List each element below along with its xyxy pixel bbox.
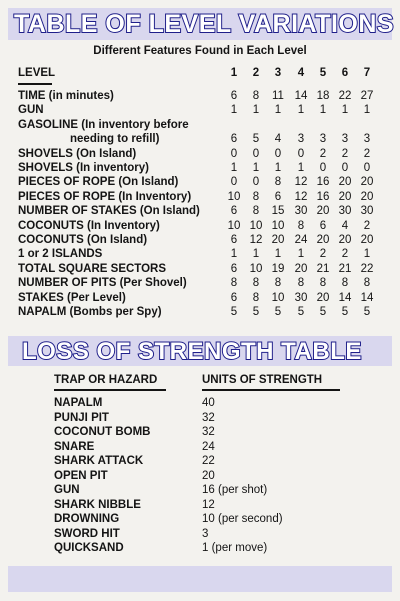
row-value: 20 <box>316 291 330 304</box>
level-table-row <box>0 263 400 277</box>
row-value: 20 <box>338 190 352 203</box>
row-label: PIECES OF ROPE (On Island) <box>18 176 179 189</box>
row-value: 21 <box>338 262 352 275</box>
row-value: 1 <box>363 104 371 117</box>
row-value: 5 <box>319 306 327 318</box>
row-value: 0 <box>252 147 260 160</box>
row-value: 30 <box>360 205 374 218</box>
row-value: 20 <box>360 234 374 246</box>
row-value: 3 <box>363 133 371 146</box>
strength-table-row <box>0 426 400 440</box>
strength-table-row <box>0 542 400 556</box>
strength-units: 32 <box>202 411 215 424</box>
row-value: 10 <box>227 190 241 203</box>
row-value: 19 <box>271 262 285 275</box>
level-table-row <box>0 191 400 205</box>
row-value: 3 <box>319 133 327 146</box>
strength-table-row <box>0 441 400 455</box>
row-label: needing to refill) <box>70 133 160 146</box>
row-value: 1 <box>252 248 260 261</box>
row-value: 21 <box>316 262 330 275</box>
row-value: 1 <box>319 104 327 117</box>
row-value: 1 <box>274 162 282 174</box>
row-value: 8 <box>319 277 327 290</box>
hazard-name: OPEN PIT <box>54 469 108 482</box>
level-table-title: TABLE OF LEVEL VARIATIONS <box>14 10 395 38</box>
hazard-name: SHARK NIBBLE <box>54 498 141 511</box>
row-value: 4 <box>341 219 349 232</box>
row-value: 8 <box>274 277 282 290</box>
row-value: 14 <box>338 291 352 304</box>
hazard-header-underline <box>54 389 166 391</box>
row-value: 0 <box>319 162 327 174</box>
row-value: 5 <box>341 306 349 318</box>
row-value: 12 <box>294 190 308 203</box>
row-label: NAPALM (Bombs per Spy) <box>18 306 162 318</box>
row-value: 20 <box>316 205 330 218</box>
level-number-header: 7 <box>363 67 371 79</box>
row-value: 1 <box>252 162 260 174</box>
strength-units: 12 <box>202 498 215 511</box>
strength-table-row <box>0 455 400 469</box>
row-value: 1 <box>341 104 349 117</box>
row-value: 2 <box>319 147 327 160</box>
row-value: 10 <box>249 262 263 275</box>
strength-table-row <box>0 397 400 411</box>
row-value: 10 <box>227 219 241 232</box>
strength-units: 24 <box>202 440 215 453</box>
row-value: 12 <box>294 176 308 189</box>
row-label: SHOVELS (On Island) <box>18 147 137 160</box>
hazard-name: NAPALM <box>54 397 103 409</box>
row-value: 22 <box>338 90 352 102</box>
strength-table-row <box>0 513 400 527</box>
row-value: 20 <box>294 262 308 275</box>
hazard-name: QUICKSAND <box>54 542 124 554</box>
row-value: 8 <box>252 291 260 304</box>
row-value: 11 <box>272 90 284 102</box>
row-value: 6 <box>230 234 238 246</box>
row-value: 8 <box>363 277 371 290</box>
level-number-header: 4 <box>297 67 305 79</box>
row-value: 2 <box>341 147 349 160</box>
row-value: 2 <box>319 248 327 261</box>
row-label: GASOLINE (In inventory before <box>18 118 189 131</box>
row-value: 8 <box>274 176 282 189</box>
row-label: STAKES (Per Level) <box>18 291 126 304</box>
row-label: TOTAL SQUARE SECTORS <box>18 262 167 275</box>
row-label: GUN <box>18 104 44 117</box>
units-column-header: UNITS OF STRENGTH <box>202 374 323 386</box>
level-table-row <box>0 148 400 162</box>
footer-banner <box>8 566 392 592</box>
row-value: 10 <box>271 291 285 304</box>
row-value: 22 <box>360 262 374 275</box>
row-value: 6 <box>230 205 238 218</box>
row-value: 20 <box>271 234 285 246</box>
hazard-column-header: TRAP OR HAZARD <box>54 374 158 386</box>
row-value: 8 <box>252 190 260 203</box>
row-value: 30 <box>294 205 308 218</box>
row-value: 3 <box>341 133 349 146</box>
row-value: 1 <box>297 248 305 261</box>
level-table-row <box>0 205 400 219</box>
row-value: 5 <box>230 306 238 318</box>
hazard-name: SWORD HIT <box>54 527 120 540</box>
row-value: 0 <box>341 162 349 174</box>
row-value: 8 <box>252 205 260 218</box>
strength-units: 32 <box>202 426 215 438</box>
strength-table-row <box>0 412 400 426</box>
level-table-row <box>0 234 400 248</box>
row-value: 27 <box>360 90 374 102</box>
row-value: 1 <box>230 162 238 174</box>
level-number-header: 1 <box>230 67 238 79</box>
strength-units: 3 <box>202 527 209 540</box>
units-header-underline <box>202 389 340 391</box>
row-label: NUMBER OF STAKES (On Island) <box>18 205 200 218</box>
level-table-row <box>0 306 400 320</box>
row-value: 1 <box>252 104 260 117</box>
row-value: 10 <box>249 219 263 232</box>
hazard-name: GUN <box>54 484 80 496</box>
level-table-row <box>0 104 400 118</box>
row-value: 14 <box>294 90 308 102</box>
row-value: 1 <box>297 104 305 117</box>
row-value: 1 <box>230 248 238 261</box>
row-value: 15 <box>271 205 285 218</box>
strength-table-row <box>0 528 400 542</box>
level-table-row <box>0 119 400 133</box>
hazard-name: DROWNING <box>54 513 120 525</box>
row-value: 0 <box>274 147 282 160</box>
row-value: 14 <box>360 291 374 304</box>
row-label: SHOVELS (In inventory) <box>18 162 149 174</box>
row-value: 0 <box>252 176 260 189</box>
row-value: 10 <box>271 219 285 232</box>
level-header-underline <box>18 83 52 85</box>
row-value: 4 <box>274 133 282 146</box>
row-value: 5 <box>363 306 371 318</box>
row-value: 2 <box>363 219 371 232</box>
strength-table-row <box>0 470 400 484</box>
row-value: 2 <box>363 147 371 160</box>
row-label: NUMBER OF PITS (Per Shovel) <box>18 277 187 290</box>
row-value: 20 <box>360 176 374 189</box>
row-value: 1 <box>274 104 282 117</box>
row-value: 20 <box>316 234 330 246</box>
row-value: 6 <box>230 133 238 146</box>
hazard-name: SNARE <box>54 440 95 453</box>
row-label: COCONUTS (In Inventory) <box>18 219 160 232</box>
strength-units: 16 (per shot) <box>202 484 268 496</box>
hazard-name: SHARK ATTACK <box>54 455 144 467</box>
row-value: 20 <box>338 234 352 246</box>
row-value: 16 <box>316 176 330 189</box>
row-value: 1 <box>274 248 282 261</box>
level-number-header: 6 <box>341 67 349 79</box>
row-value: 6 <box>230 291 238 304</box>
level-column-header: LEVEL <box>18 67 56 79</box>
row-value: 8 <box>297 219 305 232</box>
row-value: 1 <box>230 104 238 117</box>
level-table-row <box>0 90 400 104</box>
level-table-row <box>0 248 400 262</box>
hazard-name: COCONUT BOMB <box>54 426 151 438</box>
row-value: 2 <box>341 248 349 261</box>
row-value: 6 <box>319 219 327 232</box>
row-value: 0 <box>297 147 305 160</box>
level-table-row <box>0 220 400 234</box>
row-value: 5 <box>252 306 260 318</box>
strength-units: 1 (per move) <box>202 542 268 554</box>
row-value: 5 <box>252 133 260 146</box>
row-value: 0 <box>363 162 371 174</box>
level-table-row <box>0 133 400 147</box>
row-value: 16 <box>316 190 330 203</box>
strength-units: 20 <box>202 469 215 482</box>
row-value: 30 <box>294 291 308 304</box>
hazard-name: PUNJI PIT <box>54 411 109 424</box>
row-value: 8 <box>341 277 349 290</box>
level-table-row <box>0 277 400 291</box>
row-value: 8 <box>297 277 305 290</box>
level-table-row <box>0 176 400 190</box>
strength-table-title: LOSS OF STRENGTH TABLE <box>22 338 362 365</box>
strength-units: 10 (per second) <box>202 513 283 525</box>
row-value: 30 <box>338 205 352 218</box>
row-value: 0 <box>230 176 238 189</box>
level-number-header: 5 <box>319 67 327 79</box>
row-value: 6 <box>230 262 238 275</box>
row-label: PIECES OF ROPE (In Inventory) <box>18 190 192 203</box>
row-value: 20 <box>360 190 374 203</box>
level-number-header: 2 <box>252 67 260 79</box>
row-value: 5 <box>297 306 305 318</box>
level-table-row <box>0 162 400 176</box>
row-label: 1 or 2 ISLANDS <box>18 248 103 261</box>
level-table-subtitle: Different Features Found in Each Level <box>93 45 307 57</box>
strength-units: 22 <box>202 455 215 467</box>
level-number-header: 3 <box>274 67 282 79</box>
row-value: 20 <box>338 176 352 189</box>
row-value: 6 <box>274 190 282 203</box>
row-value: 1 <box>363 248 371 261</box>
row-value: 8 <box>230 277 238 290</box>
strength-table-row <box>0 499 400 513</box>
row-value: 3 <box>297 133 305 146</box>
row-value: 12 <box>249 234 263 246</box>
row-value: 8 <box>252 90 260 102</box>
strength-units: 40 <box>202 397 215 409</box>
strength-table-row <box>0 484 400 498</box>
level-table-row <box>0 292 400 306</box>
row-value: 18 <box>316 90 330 102</box>
row-value: 6 <box>230 90 238 102</box>
row-value: 5 <box>274 306 282 318</box>
row-label: TIME (in minutes) <box>18 90 114 102</box>
row-label: COCONUTS (On Island) <box>18 234 148 246</box>
row-value: 0 <box>230 147 238 160</box>
row-value: 1 <box>297 162 305 174</box>
row-value: 8 <box>252 277 260 290</box>
row-value: 24 <box>294 234 308 246</box>
